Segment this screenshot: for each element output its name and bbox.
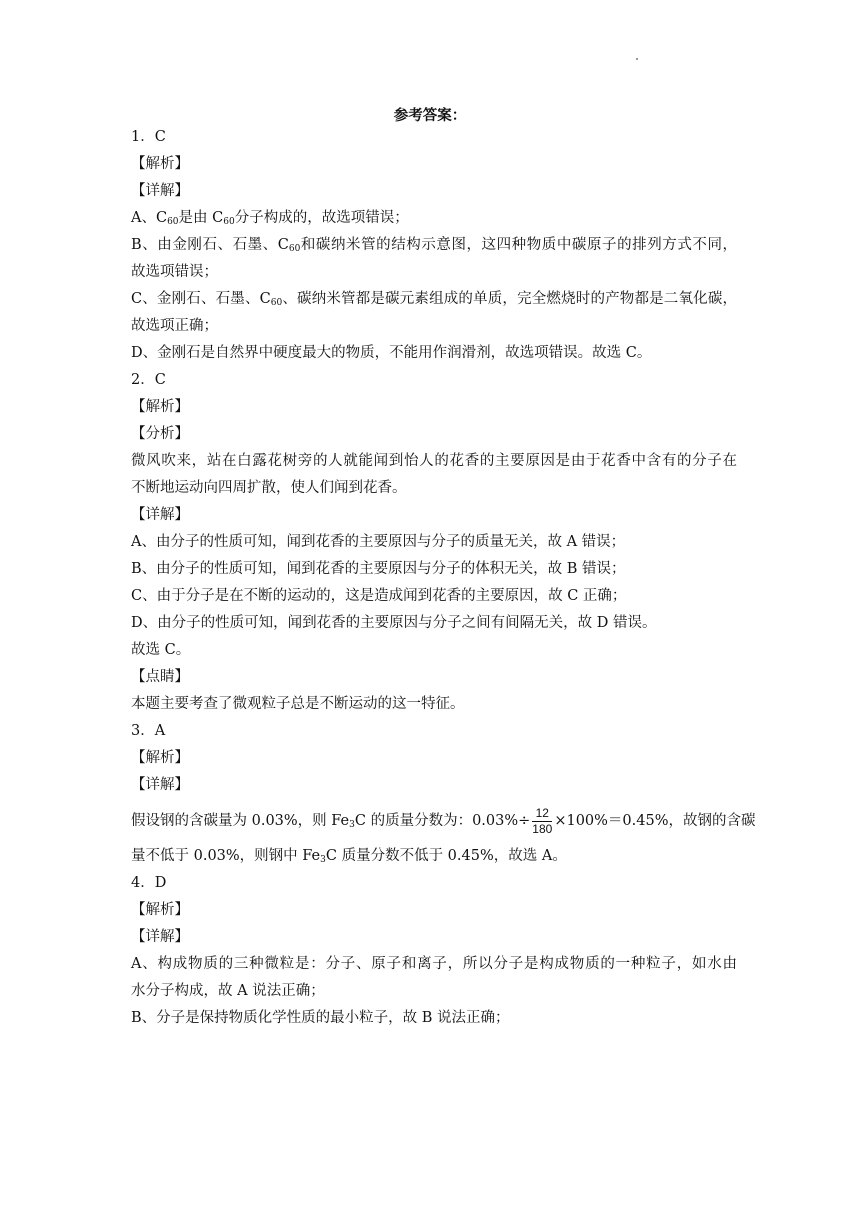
q2-option-d: D、由分子的性质可知，闻到花香的主要原因与分子之间有间隔无关，故 D 错误。 xyxy=(131,615,657,631)
answer-content xyxy=(131,124,756,1032)
q3-number: 3．A xyxy=(131,723,166,739)
q4-option-a-cont: 水分子构成，故 A 说法正确； xyxy=(131,983,325,999)
q1-option-c: C、金刚石、石墨、$C_{60}$、碳纳米管都是碳元素组成的单质，完全燃烧时的产物都是二氧化碳， xyxy=(131,291,737,308)
q2-fenxi-text-1: 微风吹来，站在白露花树旁的人就能闻到怡人的花香的主要原因是由于花香中含有的分子在 xyxy=(131,453,737,469)
q4-option-a: A、构成物质的三种微粒是：分子、原子和离子，所以分子是构成物质的一种粒子，如水由 xyxy=(131,956,737,972)
q3-calc-line: 假设钢的含碳量为 0.03%，则 $Fe_3C$ 的质量分数为：0.03%÷ $\frac{12}{180}$ ×100%＝0.45%，故钢的含碳 xyxy=(131,805,756,836)
q1-option-b-cont: 故选项错误； xyxy=(131,264,218,280)
q1-option-d: D、金刚石是自然界中硬度最大的物质，不能用作润滑剂，故选项错误。故选 C。 xyxy=(131,345,652,361)
q2-xiangjie-label: 【详解】 xyxy=(131,507,189,523)
q4-jiexi-label: 【解析】 xyxy=(131,902,189,918)
q2-dianjing-label: 【点睛】 xyxy=(131,669,189,685)
fraction-numerator: 12 xyxy=(532,806,552,822)
q2-choose: 故选 C。 xyxy=(131,642,191,658)
q1-option-a: A、$C_{60}$是由 $C_{60}$分子构成的，故选项错误； xyxy=(131,210,409,227)
q2-option-a: A、由分子的性质可知，闻到花香的主要原因与分子的质量无关，故 A 错误； xyxy=(131,534,626,550)
q2-option-b: B、由分子的性质可知，闻到花香的主要原因与分子的体积无关，故 B 错误； xyxy=(131,561,626,577)
q1-number: 1．C xyxy=(131,129,166,145)
fraction-12-180 xyxy=(532,806,552,837)
q1-jiexi-label: 【解析】 xyxy=(131,156,189,172)
q1-xiangjie-label: 【详解】 xyxy=(131,183,189,199)
q3-calc-line-cont: 量不低于 0.03%，则钢中 $Fe_3C$ 质量分数不低于 0.45%，故选 A。 xyxy=(131,848,567,865)
q3-xiangjie-label: 【详解】 xyxy=(131,777,189,793)
fraction-denominator: 180 xyxy=(532,821,553,836)
q1-option-b: B、由金刚石、石墨、$C_{60}$和碳纳米管的结构示意图，这四种物质中碳原子的排列方式不同， xyxy=(131,237,738,254)
q2-number: 2．C xyxy=(131,372,166,388)
q2-fenxi-label: 【分析】 xyxy=(131,426,189,442)
q3-jiexi-label: 【解析】 xyxy=(131,750,189,766)
q2-jiexi-label: 【解析】 xyxy=(131,399,189,415)
q2-fenxi-text-2: 不断地运动向四周扩散，使人们闻到花香。 xyxy=(131,480,407,496)
page-dot-mark xyxy=(636,58,638,60)
q1-option-c-cont: 故选项正确； xyxy=(131,318,218,334)
q4-option-b: B、分子是保持物质化学性质的最小粒子，故 B 说法正确； xyxy=(131,1010,510,1026)
q2-dianjing-text: 本题主要考查了微观粒子总是不断运动的这一特征。 xyxy=(131,696,465,712)
q4-number: 4．D xyxy=(131,875,167,891)
page-title: 参考答案： xyxy=(393,108,467,124)
q4-xiangjie-label: 【详解】 xyxy=(131,929,189,945)
q2-option-c: C、由于分子是在不断的运动的，这是造成闻到花香的主要原因，故 C 正确； xyxy=(131,588,627,604)
